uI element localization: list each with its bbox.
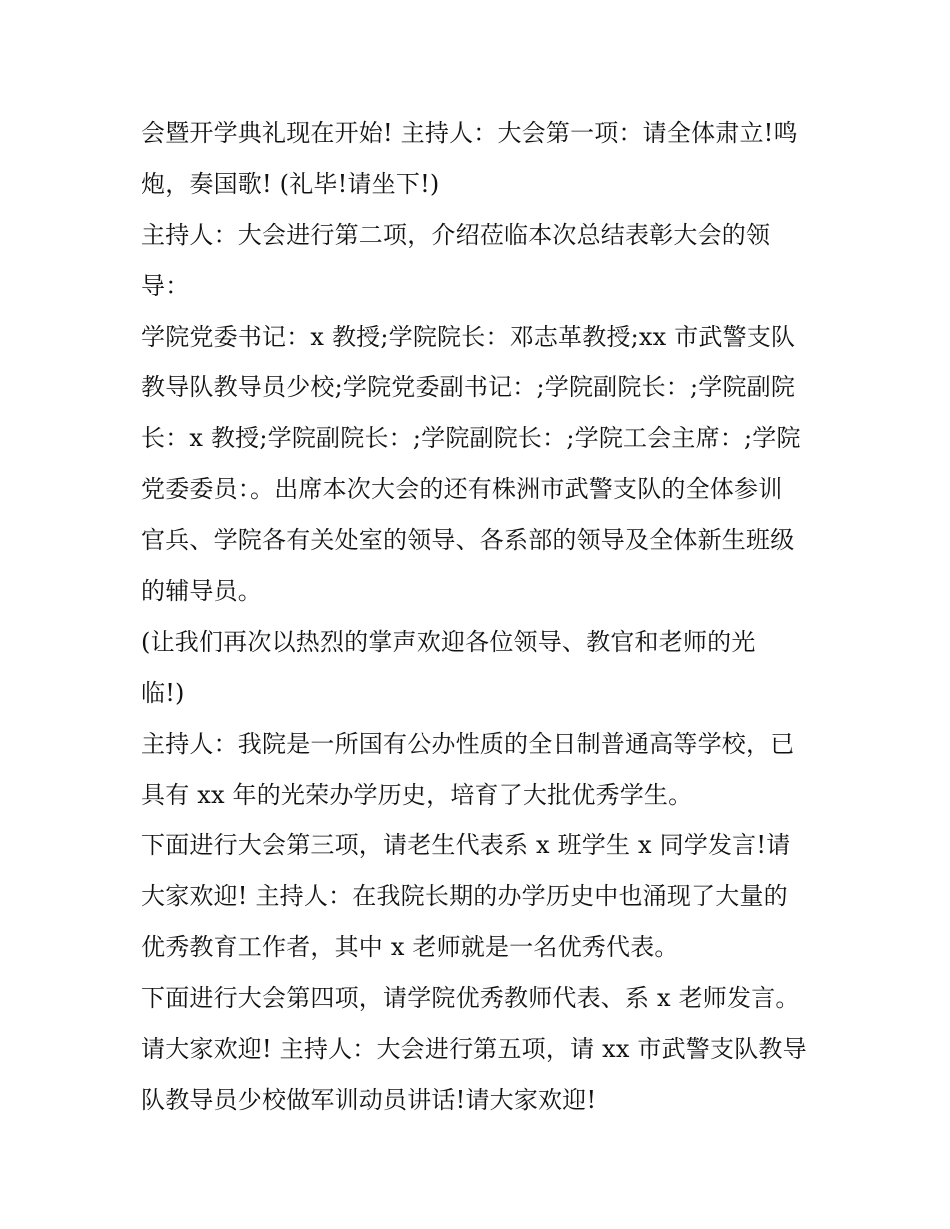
text-line-2: 炮，奏国歌! (礼毕!请坐下!) (141, 169, 440, 198)
text-line-5: 学院党委书记：x 教授;学院院长：邓志革教授;xx 市武警支队 (141, 322, 796, 351)
text-line-3: 主持人：大会进行第二项，介绍莅临本次总结表彰大会的领 (141, 220, 771, 249)
text-line-10: 的辅导员。 (141, 577, 262, 606)
text-line-14: 具有 xx 年的光荣办学历史，培育了大批优秀学生。 (141, 780, 693, 809)
text-line-16: 大家欢迎! 主持人：在我院长期的办学历史中也涌现了大量的 (141, 882, 788, 911)
text-line-12: 临!) (141, 678, 185, 707)
text-line-4: 导： (141, 271, 190, 300)
text-line-7: 长：x 教授;学院副院长：;学院副院长：;学院工会主席：;学院 (141, 424, 801, 453)
text-line-20: 队教导员少校做军训动员讲话!请大家欢迎! (141, 1085, 597, 1114)
text-line-11: (让我们再次以热烈的掌声欢迎各位领导、教官和老师的光 (141, 627, 756, 656)
text-line-18: 下面进行大会第四项，请学院优秀教师代表、系 x 老师发言。 (141, 984, 800, 1013)
text-line-6: 教导队教导员少校;学院党委副书记：;学院副院长：;学院副院 (141, 373, 796, 402)
text-line-8: 党委委员：。出席本次大会的还有株洲市武警支队的全体参训 (141, 475, 783, 504)
text-line-9: 官兵、学院各有关处室的领导、各系部的领导及全体新生班级 (141, 526, 795, 555)
text-line-17: 优秀教育工作者，其中 x 老师就是一名优秀代表。 (141, 933, 679, 962)
text-line-13: 主持人：我院是一所国有公办性质的全日制普通高等学校，已 (141, 729, 795, 758)
text-line-15: 下面进行大会第三项，请老生代表系 x 班学生 x 同学发言!请 (141, 831, 791, 860)
document-body (141, 108, 821, 1126)
text-line-1: 会暨开学典礼现在开始! 主持人：大会第一项：请全体肃立!鸣 (141, 119, 798, 147)
text-line-19: 请大家欢迎! 主持人：大会进行第五项，请 xx 市武警支队教导 (141, 1035, 807, 1064)
